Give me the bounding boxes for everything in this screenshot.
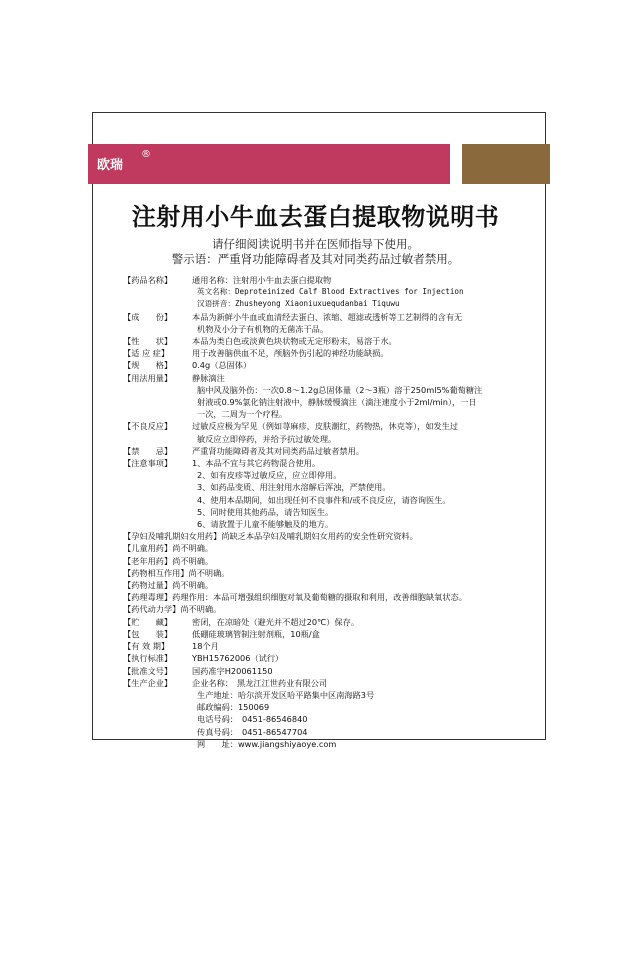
section-contraindication: 【禁 忌】 严重肾功能障碍者及其对同类药品过敏者禁用。 <box>123 445 364 456</box>
section-standard: 【执行标准】 YBH15762006（试行） <box>123 653 284 664</box>
list-item: 4、使用本品期间，如出现任何不良事件和/或不良反应，请咨询医生。 <box>197 494 451 505</box>
section-spec: 【规 格】 0.4g（总固体） <box>123 360 252 371</box>
section-package: 【包 装】 低硼硅玻璃管制注射剂瓶，10瓶/盒 <box>123 628 320 639</box>
section-pregnancy: 【孕妇及哺乳期妇女用药】 尚缺乏本品孕妇及哺乳期妇女用药的安全性研究资料。 <box>123 531 418 542</box>
section-label: 【药品名称】 <box>123 275 173 285</box>
document-title: 注射用小牛血去蛋白提取物说明书 <box>131 203 500 231</box>
section-approval: 【批准文号】 国药准字H20061150 <box>123 665 273 676</box>
section-storage: 【贮 藏】 密闭，在凉暗处（避光并不超过20℃）保存。 <box>123 616 359 627</box>
section-adverse: 【不良反应】 过敏反应极为罕见（例如荨麻疹，皮肤潮红，药物热，休克等），如发生过 <box>123 421 459 432</box>
section-interaction: 【药物相互作用】 尚不明确。 <box>123 567 230 578</box>
list-item: 1、本品不宜与其它药物混合使用。 <box>192 458 321 469</box>
section-pharmacokinetics: 【药代动力学】 尚不明确。 <box>123 604 222 615</box>
list-item: 5、同时使用其他药品，请告知医生。 <box>197 506 334 517</box>
section-manufacturer: 【生产企业】 企业名称： 黑龙江江世药业有限公司 <box>123 677 328 688</box>
list-item: 6、请放置于儿童不能够触及的地方。 <box>197 519 334 530</box>
warning-note: 警示语：严重肾功能障碍者及其对同类药品过敏者禁用。 <box>171 252 460 266</box>
website-text: 网 址：www.jiangshiyaoye.com <box>197 738 337 749</box>
section-indication: 【适 应 症】 用于改善脑供血不足，颅脑外伤引起的神经功能缺损。 <box>123 348 389 359</box>
section-validity: 【有 效 期】 18个月 <box>123 641 219 652</box>
section-drug-name: 【药品名称】 通用名称：注射用小牛血去蛋白提取物 <box>123 275 332 285</box>
leaflet-content: 【药品名称】 通用名称：注射用小牛血去蛋白提取物 英文名称：Deproteinized Calf Blood Extractives for Injection 汉语拼音：Zhusheyong Xiaoniuxuequdanbai Tiquwu 【成 份】 本品为新鲜小牛血或血清经去蛋白、浓缩、超滤或透析等工艺制得的含有无 机物及小分子有机物的无菌冻干品。 【性 状】 本品为类白色或淡黄色块状物或无定形粉末，易溶于水。 【适 应 症】 用于改善脑供血不足，颅脑外伤引起的神经功能缺损。 【规 格】 0.4g（总固体） 【用法用量】 静脉滴注 脑中风及脑外伤：一次0.8～1.2g总固体量（2～3瓶）溶于250ml5%葡萄糖注 射液或0.9%氯化钠注射液中，静脉缓慢滴注（滴注速度小于2ml/min），一日 一次，二周为一个疗程。 【不良反应】 过敏反应极为罕见（例如荨麻疹，皮肤潮红，药物热，休克等），如发生过 敏反应立即停药，并给予抗过敏处理。 【禁 忌】 严重肾功能障碍者及其对同类药品过敏者禁用。 【注意事项】 1、本品不宜与其它药物混合使用。 2、如有皮疹等过敏反应，应立即停用。 3、如药品变质、用注射用水溶解后浑浊，严禁使用。 4、使用本品期间，如出现任何不良事件和/或不良反应，请咨询医生。 5、同时使用其他药品，请告知医生。 6、请放置于儿童不能够触及的地方。 【孕妇及哺乳期妇女用药】 尚缺乏本品孕妇及哺乳期妇女用药的安全性研究资料。 【儿童用药】 尚不明确。 【老年用药】 尚不明确。 【药物相互作用】 尚不明确。 【药物过量】 尚不明确。 【药理毒理】 药理作用：本品可增强组织细胞对氧及葡萄糖的摄取和利用，改善细胞缺氧状态。 【药代动力学】 尚不明确。 【贮 藏】 密闭，在凉暗处（避光并不超过20℃）保存。 【包 装】 低硼硅玻璃管制注射剂瓶，10瓶/盒 【有 效 期】 18个月 【执行标准】 YBH15762006（试行） 【批准文号】 国药准字H20061150 【生产企业】 企业名称： 黑龙江江世药业有限公司 生产地址：哈尔滨开发区哈平路集中区南海路3号 邮政编码：150069 电话号码： 0451-86546840 传真号码： 0451-86547704 网 址：www.jiangshiyaoye.com <box>123 274 508 750</box>
section-children: 【儿童用药】 尚不明确。 <box>123 543 214 554</box>
list-item: 3、如药品变质、用注射用水溶解后浑浊，严禁使用。 <box>197 482 391 493</box>
section-overdose: 【药物过量】 尚不明确。 <box>123 580 214 591</box>
pinyin-name: 汉语拼音：Zhusheyong Xiaoniuxuequdanbai Tiquwu <box>197 299 400 309</box>
header-band-brown <box>462 144 550 184</box>
brand-logo: 欧瑞 <box>97 158 124 173</box>
section-composition: 【成 份】 本品为新鲜小牛血或血清经去蛋白、浓缩、超滤或透析等工艺制得的含有无 <box>123 311 463 322</box>
english-name: 英文名称：Deproteinized Calf Blood Extractives for Injection <box>197 287 464 297</box>
section-dosage: 【用法用量】 静脉滴注 <box>123 372 225 383</box>
list-item: 2、如有皮疹等过敏反应，应立即停用。 <box>197 470 342 481</box>
registered-mark: ® <box>141 149 151 160</box>
section-toxicology: 【药理毒理】 药理作用：本品可增强组织细胞对氧及葡萄糖的摄取和利用，改善细胞缺氧状态。 <box>123 592 467 603</box>
section-elderly: 【老年用药】 尚不明确。 <box>123 555 214 566</box>
instruction-note: 请仔细阅读说明书并在医师指导下使用。 <box>212 237 419 251</box>
section-character: 【性 状】 本品为类白色或淡黄色块状物或无定形粉末，易溶于水。 <box>123 336 397 347</box>
section-precautions: 【注意事项】 1、本品不宜与其它药物混合使用。 <box>123 457 508 469</box>
